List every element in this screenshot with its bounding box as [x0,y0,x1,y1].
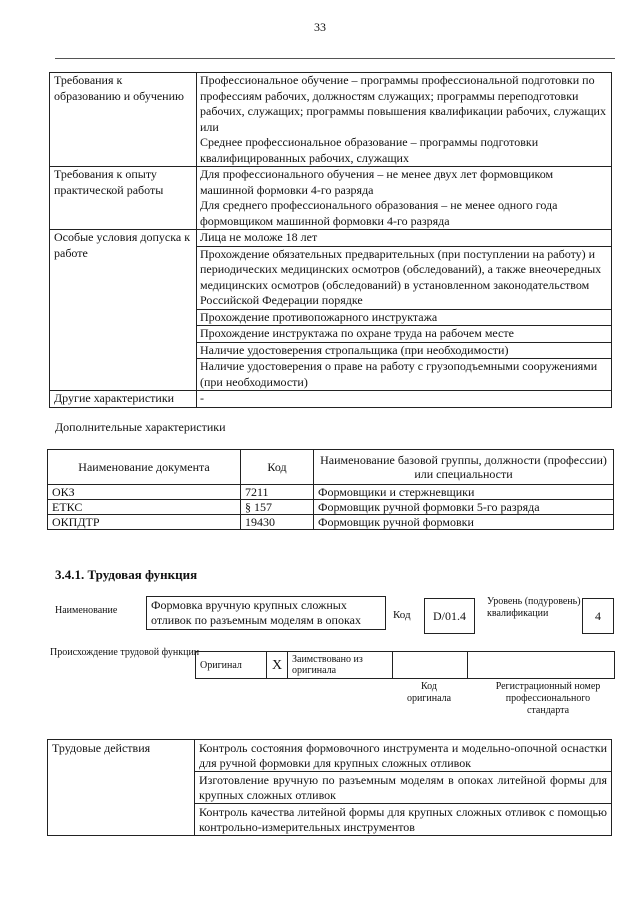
table-cell: 7211 [241,485,314,500]
original-label: Оригинал [196,652,267,679]
qualification-level-label: Уровень (подуровень) квалификации [487,596,581,619]
table-cell: ОКЗ [48,485,241,500]
special-condition-item: Прохождение инструктажа по охране труда на рабочем месте [197,326,612,343]
requirement-label: Требования к образованию и обучению [50,73,197,167]
table-header-row [48,450,614,485]
function-origin-label: Происхождение трудовой функции [50,647,200,658]
special-condition-item: Лица не моложе 18 лет [197,230,612,247]
table-row [50,391,612,408]
table-cell: Формовщик ручной формовки [314,515,614,530]
additional-characteristics-table [47,449,614,530]
header-rule [55,58,615,59]
original-mark: X [267,652,288,679]
requirement-label: Особые условия допуска к работе [50,230,197,391]
table-cell: 19430 [241,515,314,530]
special-condition-item: Прохождение обязательных предварительных (при поступлении на работу) и периодических медицинских осмотров (обследований), а также внеочередных медицинских осмотров (обследований) в установленном законодательством Российской Федерации порядке [197,246,612,309]
function-code-value: D/01.4 [424,598,475,634]
table-cell: ЕТКС [48,500,241,515]
table-cell: ОКПДТР [48,515,241,530]
education-requirements-value: Профессиональное обучение – программы профессиональной подготовки по профессиям рабочих, должностям служащих; программы переподготовки рабочих, служащих; программы повышения квалификации рабочих, служащих или Среднее профессиональное образование – программы подготовки квалифицированных рабочих, служащих [197,73,612,167]
borrowed-label: Заимствовано из оригинала [288,652,393,679]
reg-number-caption: Регистрационный номер профессионального стандарта [495,681,601,716]
table-cell: § 157 [241,500,314,515]
additional-characteristics-title: Дополнительные характеристики [55,420,226,434]
labor-actions-table [47,739,612,836]
table-row [50,230,612,247]
table-row [48,500,614,515]
labor-actions-label: Трудовые действия [48,740,195,836]
special-condition-item: Наличие удостоверения о праве на работу с грузоподъемными сооружениями (при необходимости) [197,359,612,391]
page-number: 33 [314,20,326,34]
table-cell: Формовщики и стержневщики [314,485,614,500]
column-header: Наименование базовой группы, должности (профессии) или специальности [314,450,614,485]
function-name-label: Наименование [55,605,118,616]
labor-action-item: Контроль состояния формовочного инструмента и модельно-опочной оснастки для ручной формовки для крупных сложных отливок [195,740,612,772]
requirement-label: Требования к опыту практической работы [50,167,197,230]
experience-requirements-value: Для профессионального обучения – не менее двух лет формовщиком машинной формовки 4-го разряда Для среднего профессионального образования – не менее одного года формовщиком машинной формовки 4-го разряда [197,167,612,230]
table-row [48,515,614,530]
code-original-caption: Код оригинала [406,681,452,704]
requirement-label: Другие характеристики [50,391,197,408]
table-cell: Формовщик ручной формовки 5-го разряда [314,500,614,515]
code-original-cell [393,652,468,679]
column-header: Код [241,450,314,485]
qualification-level-value: 4 [582,598,614,634]
reg-number-cell [468,652,615,679]
special-condition-item: Наличие удостоверения стропальщика (при необходимости) [197,342,612,359]
requirements-table [49,72,612,408]
table-row [50,73,612,167]
function-origin-table [195,651,615,679]
function-code-label: Код [393,609,411,621]
labor-function-title: 3.4.1. Трудовая функция [55,567,198,582]
special-condition-item: Прохождение противопожарного инструктажа [197,309,612,326]
labor-action-item: Изготовление вручную по разъемным моделям в опоках литейной формы для крупных сложных отливок [195,772,612,804]
table-row [50,167,612,230]
table-row [48,485,614,500]
function-name-value: Формовка вручную крупных сложных отливок по разъемным моделям в опоках [146,596,386,630]
other-characteristics-value: - [197,391,612,408]
labor-action-item: Контроль качества литейной формы для крупных сложных отливок с помощью контрольно-измерительных инструментов [195,804,612,836]
column-header: Наименование документа [48,450,241,485]
table-row [196,652,615,679]
table-row [48,740,612,772]
